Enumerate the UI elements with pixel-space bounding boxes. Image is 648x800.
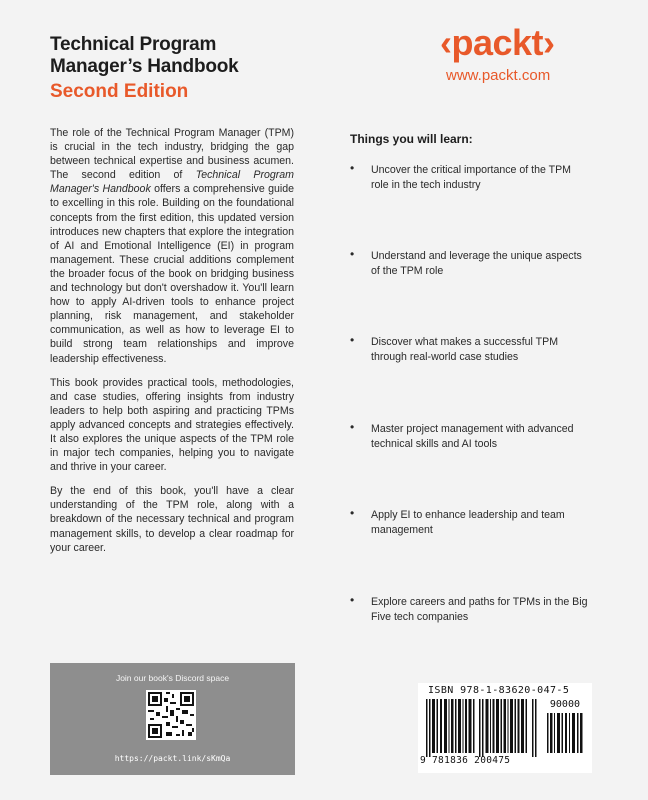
bullet-icon: • xyxy=(350,593,355,607)
title-line-2: Manager’s Handbook xyxy=(50,56,239,77)
bullet-icon: • xyxy=(350,420,355,434)
discord-panel xyxy=(50,663,295,775)
isbn-label: ISBN 978-1-83620-047-5 xyxy=(428,685,570,696)
learn-item: • Uncover the critical importance of the TPM role in the tech industry xyxy=(350,161,571,191)
description-paragraph-2: This book provides practical tools, methodologies, and case studies, offering insights from industry leaders to help both aspiring and practicing TPMs apply advanced concepts and strategies effectively. It also explores the unique aspects of the TPM role in major tech companies, helping you to navigate and thrive in your career. xyxy=(50,376,294,474)
discord-label: Join our book's Discord space xyxy=(115,673,230,683)
title-line-1: Technical Program xyxy=(50,34,217,55)
learn-item: • Explore careers and paths for TPMs in the Big Five tech companies xyxy=(350,593,588,623)
learn-heading: Things you will learn: xyxy=(350,132,473,146)
learn-item: • Understand and leverage the unique aspects of the TPM role xyxy=(350,247,582,277)
bullet-icon: • xyxy=(350,506,355,520)
barcode-icon xyxy=(424,697,540,757)
learn-item: • Master project management with advanced technical skills and AI tools xyxy=(350,420,574,450)
bullet-icon: • xyxy=(350,333,355,347)
book-title xyxy=(50,34,239,78)
learn-item: • Apply EI to enhance leadership and team management xyxy=(350,506,565,536)
packt-logo: ‹packt› xyxy=(440,22,555,63)
publisher-url[interactable]: www.packt.com xyxy=(446,67,551,84)
book-description xyxy=(50,126,294,565)
description-paragraph-3: By the end of this book, you'll have a clear understanding of the TPM role, along with a breakdown of the necessary technical and program management skills, to develop a clear roadmap for your career. xyxy=(50,485,294,554)
price-barcode-icon xyxy=(546,713,586,753)
barcode-box xyxy=(418,683,592,773)
qr-code-icon[interactable] xyxy=(146,690,196,740)
discord-url[interactable]: https://packt.link/sKmQa xyxy=(114,754,231,763)
bullet-icon: • xyxy=(350,161,355,175)
book-name-italic: Technical Program Manager's Handbook xyxy=(50,169,294,196)
price-code: 90000 xyxy=(549,699,580,710)
barcode-number: 9 781836 200475 xyxy=(420,755,511,766)
description-paragraph-1: The role of the Technical Program Manager (TPM) is crucial in the tech industry, bridging the gap between technical expertise and business acumen. The second edition of Technical Program Manager's Handbook offers a comprehensive guide to excelling in this role. Building on the foundational concepts from the first edition, this updated version introduces new chapters that explore the integration of AI and Emotional Intelligence (EI) in program management. These crucial additions complement the broader focus of the book on bridging business and technology but don't overshadow it. You'll learn how to apply AI-driven tools to enhance project planning, risk management, and stakeholder communication, as well as how to leverage EI to build strong team relationships and improve leadership effectiveness. xyxy=(50,127,294,365)
learn-item: • Discover what makes a successful TPM through real-world case studies xyxy=(350,333,559,363)
bullet-icon: • xyxy=(350,247,355,261)
edition-label: Second Edition xyxy=(50,81,189,102)
